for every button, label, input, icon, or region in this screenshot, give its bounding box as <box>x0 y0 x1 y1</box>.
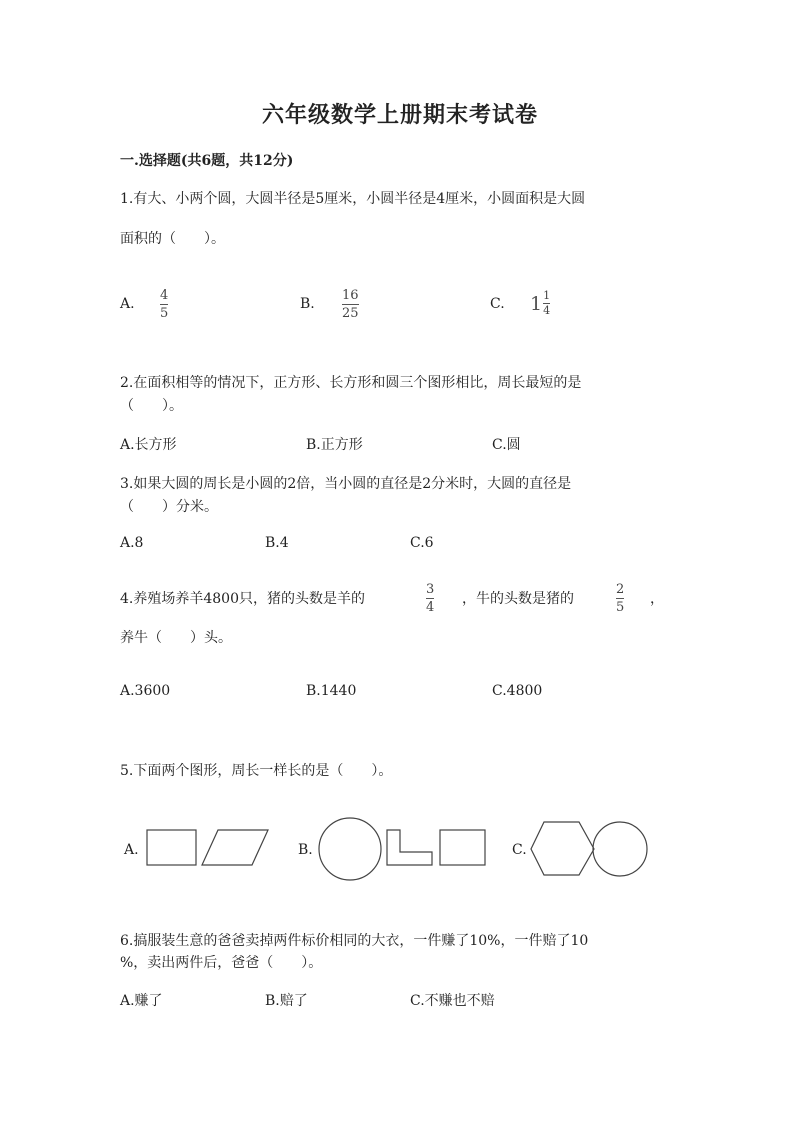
q1-option-a-label[interactable]: A. <box>120 296 135 312</box>
a-rectangle-shape <box>147 830 196 865</box>
question-3-text: 3.如果大圆的周长是小圆的2倍，当小圆的直径是2分米时，大圆的直径是 <box>120 476 572 492</box>
q3-option-a[interactable]: A.8 <box>120 535 144 551</box>
q3-option-c[interactable]: C.6 <box>410 535 434 551</box>
question-2-text: 2.在面积相等的情况下，正方形、长方形和圆三个图形相比，周长最短的是 <box>120 375 582 391</box>
q5-option-a-label[interactable]: A. <box>124 842 139 858</box>
q4-option-a[interactable]: A.3600 <box>120 683 171 699</box>
question-1-text: 1.有大、小两个圆，大圆半径是5厘米，小圆半径是4厘米，小圆面积是大圆 <box>120 191 586 207</box>
question-4-text-mid: ，牛的头数是猪的 <box>462 591 574 607</box>
q2-option-c[interactable]: C.圆 <box>492 437 521 453</box>
q4-option-b[interactable]: B.1440 <box>306 683 357 699</box>
numerator: 2 <box>616 582 625 597</box>
q6-option-b[interactable]: B.赔了 <box>265 993 308 1009</box>
q2-option-b[interactable]: B.正方形 <box>306 437 363 453</box>
page-title: 六年级数学上册期末考试卷 <box>261 102 538 128</box>
q5-option-c-label[interactable]: C. <box>512 842 527 858</box>
denominator: 5 <box>160 306 169 321</box>
q1-option-c-label[interactable]: C. <box>490 296 505 312</box>
q4-fraction-1 <box>426 582 434 615</box>
q1-option-b-fraction[interactable] <box>342 288 359 321</box>
question-6-text: 6.搞服装生意的爸爸卖掉两件标价相同的大衣，一件赚了10%，一件赔了10 <box>120 933 589 949</box>
question-4-text: 4.养殖场养羊4800只，猪的头数是羊的 <box>120 591 365 607</box>
q5-option-b-label[interactable]: B. <box>298 842 313 858</box>
question-4-text-cont: 养牛（ ）头。 <box>120 630 232 646</box>
c-hexagon-shape <box>531 822 594 875</box>
q1-option-a-fraction[interactable] <box>160 288 168 321</box>
denominator: 25 <box>342 306 359 321</box>
question-4-text-end: ， <box>650 591 664 607</box>
q4-fraction-2 <box>616 582 624 615</box>
a-parallelogram-shape <box>202 830 268 865</box>
q3-option-b[interactable]: B.4 <box>265 535 289 551</box>
q2-option-a[interactable]: A.长方形 <box>120 437 177 453</box>
denominator: 5 <box>616 600 625 615</box>
q1-option-b-label[interactable]: B. <box>300 296 315 312</box>
whole-part: 1 <box>530 292 543 315</box>
question-6-text-cont: %，卖出两件后，爸爸（ ）。 <box>120 955 323 971</box>
q5-shapes-figure <box>0 800 800 900</box>
question-2-text-cont: （ ）。 <box>120 398 183 414</box>
numerator: 1 <box>543 289 551 302</box>
q6-option-a[interactable]: A.赚了 <box>120 993 163 1009</box>
q6-option-c[interactable]: C.不赚也不赔 <box>410 993 495 1009</box>
section-heading: 一.选择题(共6题，共12分) <box>120 153 294 169</box>
question-1-text-cont: 面积的（ ）。 <box>120 231 225 247</box>
b-circle-shape <box>319 818 381 880</box>
q4-option-c[interactable]: C.4800 <box>492 683 543 699</box>
b-rectangle-shape <box>440 830 485 865</box>
denominator: 4 <box>543 304 551 317</box>
question-5-text: 5.下面两个图形，周长一样长的是（ ）。 <box>120 763 393 779</box>
denominator: 4 <box>426 600 435 615</box>
c-circle-shape <box>593 822 647 876</box>
b-l-shape <box>387 830 432 865</box>
numerator: 4 <box>160 288 169 303</box>
numerator: 3 <box>426 582 435 597</box>
question-3-text-cont: （ ）分米。 <box>120 499 218 515</box>
q1-option-c-mixed-number[interactable] <box>530 290 550 317</box>
numerator: 16 <box>342 288 359 303</box>
